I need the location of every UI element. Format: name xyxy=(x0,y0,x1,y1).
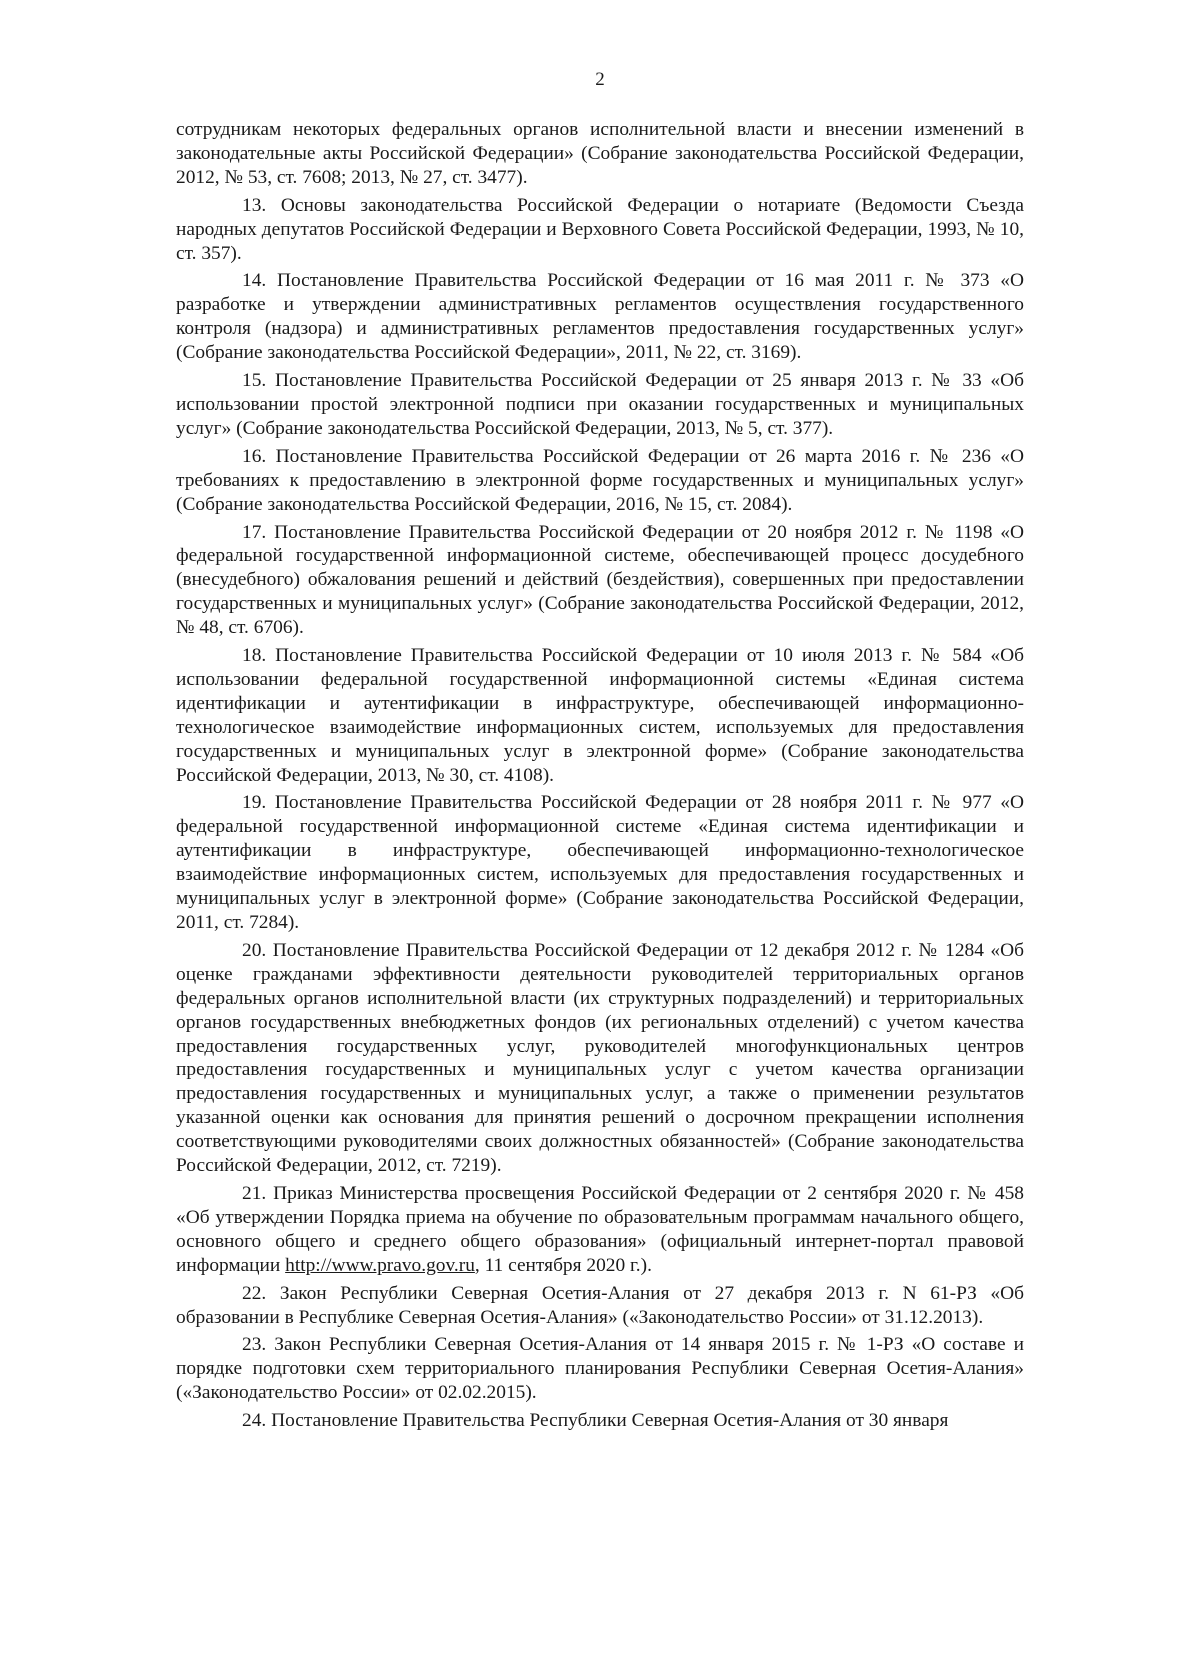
paragraph-13: 13. Основы законодательства Российской Федерации о нотариате (Ведомости Съезда народных депутатов Российской Федерации и Верховного Совета Российской Федерации, 1993, № 10, ст. 357). xyxy=(176,194,1024,264)
paragraph-20: 20. Постановление Правительства Российской Федерации от 12 декабря 2012 г. № 1284 «Об оценке гражданами эффективности деятельности руководителей территориальных органов федеральных органов исполнительной власти (их структурных подразделений) и территориальных органов государственных внебюджетных фондов (их региональных отделений) с учетом качества предоставления государственных услуг, руководителей многофункциональных центров предоставления государственных и муниципальных услуг с учетом качества организации предоставления государственных и муниципальных услуг, а также о применении результатов указанной оценки как основания для принятия решений о досрочном прекращении исполнения соответствующими руководителями своих должностных обязанностей» (Собрание законодательства Российской Федерации, 2012, ст. 7219). xyxy=(176,939,1024,1177)
paragraph-16: 16. Постановление Правительства Российской Федерации от 26 марта 2016 г. № 236 «О требованиях к предоставлению в электронной форме государственных и муниципальных услуг» (Собрание законодательства Российской Федерации, 2016, № 15, ст. 2084). xyxy=(176,445,1024,515)
paragraph-21-tail: , 11 сентября 2020 г.). xyxy=(474,1254,652,1276)
paragraph-23: 23. Закон Республики Северная Осетия-Алания от 14 января 2015 г. № 1-РЗ «О составе и порядке подготовки схем территориального планирования Республики Северная Осетия-Алания» («Законодательство России» от 02.02.2015). xyxy=(176,1334,1024,1404)
paragraph-24: 24. Постановление Правительства Республики Северная Осетия-Алания от 30 января xyxy=(242,1410,949,1432)
page-number: 2 xyxy=(595,69,605,90)
paragraph-21-text: 21. Приказ Министерства просвещения Российской Федерации от 2 сентября 2020 г. № 458 «Об утверждении Порядка приема на обучение по образовательным программам начального общего, основного общего и среднего общего образования» (официальный интернет-портал правовой информации xyxy=(176,1182,1024,1276)
document-body xyxy=(176,118,1024,1437)
paragraph-18: 18. Постановление Правительства Российской Федерации от 10 июля 2013 г. № 584 «Об использовании федеральной государственной информационной системы «Единая система идентификации и аутентификации в инфраструктуре, обеспечивающей информационно-технологическое взаимодействие информационных систем, используемых для предоставления государственных и муниципальных услуг в электронной форме» (Собрание законодательства Российской Федерации, 2013, № 30, ст. 4108). xyxy=(176,645,1024,786)
paragraph-14: 14. Постановление Правительства Российской Федерации от 16 мая 2011 г. № 373 «О разработке и утверждении административных регламентов осуществления государственного контроля (надзора) и административных регламентов предоставления государственных услуг» (Собрание законодательства Российской Федерации», 2011, № 22, ст. 3169). xyxy=(176,270,1024,364)
paragraph-21 xyxy=(176,1182,1024,1278)
pravo-link[interactable]: http://www.pravo.gov.ru xyxy=(285,1254,475,1276)
paragraph-19: 19. Постановление Правительства Российской Федерации от 28 ноября 2011 г. № 977 «О федеральной государственной информационной системе «Единая система идентификации и аутентификации в инфраструктуре, обеспечивающей информационно-технологическое взаимодействие информационных систем, используемых для предоставления государственных и муниципальных услуг в электронной форме» (Собрание законодательства Российской Федерации, 2011, ст. 7284). xyxy=(176,792,1024,933)
paragraph-continuation: сотрудникам некоторых федеральных органов исполнительной власти и внесении изменений в законодательные акты Российской Федерации» (Собрание законодательства Российской Федерации, 2012, № 53, ст. 7608; 2013, № 27, ст. 3477). xyxy=(176,119,1024,188)
paragraph-22: 22. Закон Республики Северная Осетия-Алания от 27 декабря 2013 г. N 61-РЗ «Об образовании в Республике Северная Осетия-Алания» («Законодательство России» от 31.12.2013). xyxy=(176,1282,1024,1328)
paragraph-17: 17. Постановление Правительства Российской Федерации от 20 ноября 2012 г. № 1198 «О федеральной государственной информационной системе, обеспечивающей процесс досудебного (внесудебного) обжалования решений и действий (бездействия), совершенных при предоставлении государственных и муниципальных услуг» (Собрание законодательства Российской Федерации, 2012, № 48, ст. 6706). xyxy=(176,521,1024,639)
paragraph-15: 15. Постановление Правительства Российской Федерации от 25 января 2013 г. № 33 «Об использовании простой электронной подписи при оказании государственных и муниципальных услуг» (Собрание законодательства Российской Федерации, 2013, № 5, ст. 377). xyxy=(176,370,1024,439)
